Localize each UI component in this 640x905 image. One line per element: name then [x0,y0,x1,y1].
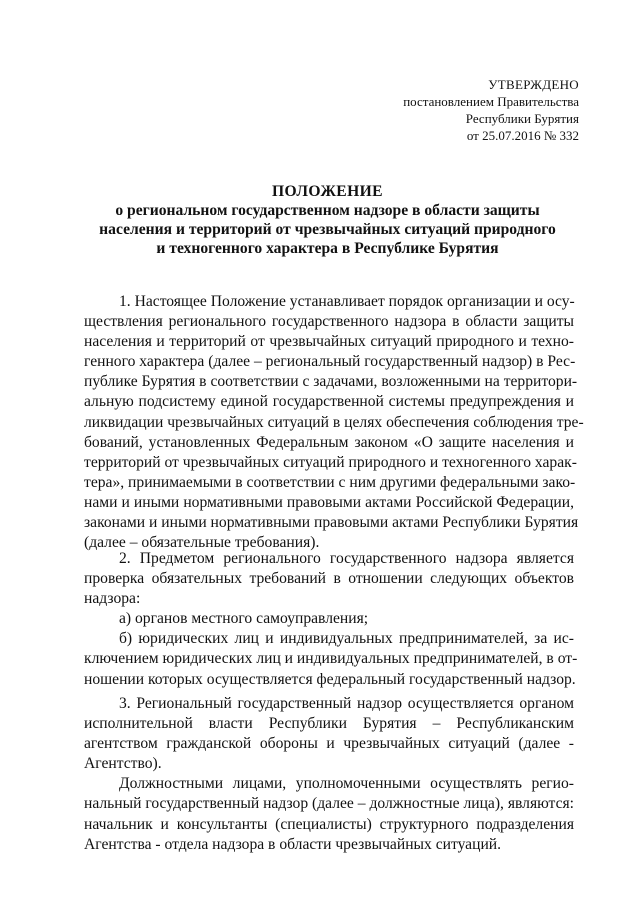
paragraph-3 [84,694,574,855]
approval-line: Республики Бурятия [465,111,579,126]
approval-line: УТВЕРЖДЕНО [488,77,579,92]
text-line: законами и иными нормативными правовыми актами Республики Бурятия [84,514,579,532]
text-line: проверка обязательных требований в отношении следующих объектов [84,570,574,588]
text-line: 1. Настоящее Положение устанавливает порядок организации и осу- [119,293,575,310]
text-line: ношении которых осуществляется федеральный государственный надзор. [84,670,576,688]
title-line: и техногенного характера в Республике Бурятия [156,240,499,257]
text-line: генного характера (далее – региональный государственный надзор) в Рес- [84,353,576,371]
text-line: населения и территорий от чрезвычайных ситуаций природного и техно- [84,333,574,351]
paragraph-2 [84,549,578,690]
approval-line: от 25.07.2016 № 332 [466,128,579,143]
text-line: 3. Региональный государственный надзор осуществляется органом [119,695,574,712]
text-line: тера», принимаемыми в соответствии с ним другими федеральными зако- [84,473,576,491]
text-line: нальный государственный надзор (далее – должностные лица), являются: [84,795,574,813]
text-line: альную подсистему единой государственной системы предупреждения и [84,393,574,411]
text-line: (далее – обязательные требования). [84,534,320,552]
text-line: агентством гражданской обороны и чрезвычайных ситуаций (далее - [84,735,574,753]
text-line: ликвидации чрезвычайных ситуаций в целях обеспечения соблюдения тре- [84,413,584,431]
text-line: нами и иными нормативными правовыми актами Российской Федерации, [84,493,574,511]
text-line: а) органов местного самоуправления; [119,610,369,628]
text-line: бований, установленных Федеральным законом «О защите населения и [84,433,574,451]
text-line: публике Бурятия в соответствии с задачами, возложенными на территори- [84,373,578,391]
text-line: ключением юридических лиц и индивидуальных предпринимателей, в от- [84,650,578,668]
text-line: Агентства - отдела надзора в области чрезвычайных ситуаций. [84,835,502,853]
document-title [85,182,570,258]
title-line: о региональном государственном надзоре в области защиты [115,202,540,219]
title-heading: ПОЛОЖЕНИЕ [272,183,383,200]
paragraph-1 [84,292,584,553]
approval-stamp [403,76,579,144]
approval-line: постановлением Правительства [403,94,579,109]
text-line: территорий от чрезвычайных ситуаций природного и техногенного харак- [84,453,577,471]
text-line: 2. Предметом регионального государственного надзора является [119,550,574,567]
title-line: населения и территорий от чрезвычайных ситуаций природного [99,221,556,238]
text-line: исполнительной власти Республики Бурятия – Республиканским [84,715,574,733]
text-line: начальник и консультанты (специалисты) структурного подразделения [84,815,574,833]
text-line: б) юридических лиц и индивидуальных предпринимателей, за ис- [119,630,574,648]
text-line: надзора: [84,590,141,608]
text-line: Должностными лицами, уполномоченными осуществлять регио- [119,775,574,793]
text-line: ществления регионального государственного надзора в области защиты [84,313,574,331]
text-line: Агентство). [84,755,162,773]
